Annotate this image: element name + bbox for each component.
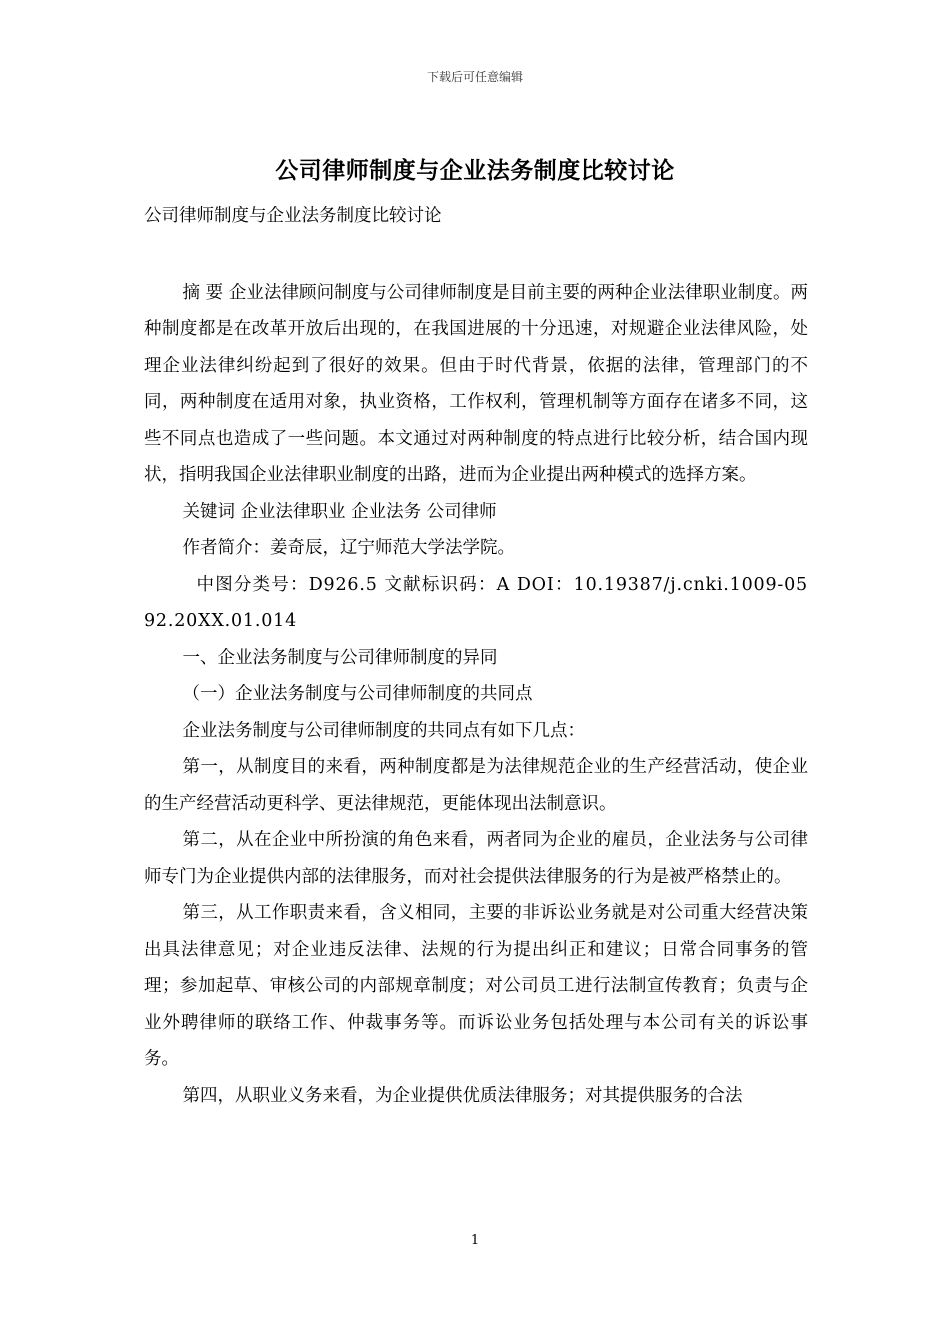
subtitle: 公司律师制度与企业法务制度比较讨论 [144, 206, 442, 226]
page-number: 1 [470, 1233, 480, 1248]
subsection-heading: （一）企业法务制度与公司律师制度的共同点 [182, 684, 533, 704]
section-heading: 一、企业法务制度与公司律师制度的异同 [182, 647, 498, 668]
keywords-line: 关键词 企业法律职业 企业法务 公司律师 [182, 501, 497, 522]
point-paragraph: 第四，从职业义务来看，为企业提供优质法律服务；对其提供服务的合法 [182, 1085, 743, 1106]
page-header: 下载后可任意编辑 [426, 70, 523, 84]
blank-line [144, 235, 808, 275]
document-title: 公司律师制度与企业法务制度比较讨论 [275, 158, 675, 184]
classification-line: 中图分类号：D926.5 文献标识码：A DOI：10.19387/j.cnki.1009-0592.20XX.01.014 [144, 574, 808, 631]
point-paragraph: 第二，从在企业中所扮演的角色来看，两者同为企业的雇员，企业法务与公司律师专门为企业提供内部的法律服务，而对社会提供法律服务的行为是被严格禁止的。 [144, 830, 808, 887]
author-line: 作者简介：姜奇辰，辽宁师范大学法学院。 [182, 538, 515, 558]
point-paragraph: 第一，从制度目的来看，两种制度都是为法律规范企业的生产经营活动，使企业的生产经营活动更科学、更法律规范，更能体现出法制意识。 [144, 757, 808, 814]
point-paragraph: 第三，从工作职责来看，含义相同，主要的非诉讼业务就是对公司重大经营决策出具法律意见；对企业违反法律、法规的行为提出纠正和建议；日常合同事务的管理；参加起草、审核公司的内部规章制度；对公司员工进行法制宣传教育；负责与企业外聘律师的联络工作、仲裁事务等。而诉讼业务包括处理与本公司有关的诉讼事务。 [144, 903, 808, 1069]
abstract-paragraph: 摘 要 企业法律顾问制度与公司律师制度是目前主要的两种企业法律职业制度。两种制度都是在改革开放后出现的，在我国进展的十分迅速，对规避企业法律风险，处理企业法律纠纷起到了很好的效果。但由于时代背景，依据的法律，管理部门的不同，两种制度在适用对象，执业资格，工作权利，管理机制等方面存在诸多不同，这些不同点也造成了一些问题。本文通过对两种制度的特点进行比较分析，结合国内现状，指明我国企业法律职业制度的出路，进而为企业提出两种模式的选择方案。 [144, 282, 808, 485]
document-body [144, 198, 808, 1114]
intro-paragraph: 企业法务制度与公司律师制度的共同点有如下几点： [182, 720, 585, 741]
